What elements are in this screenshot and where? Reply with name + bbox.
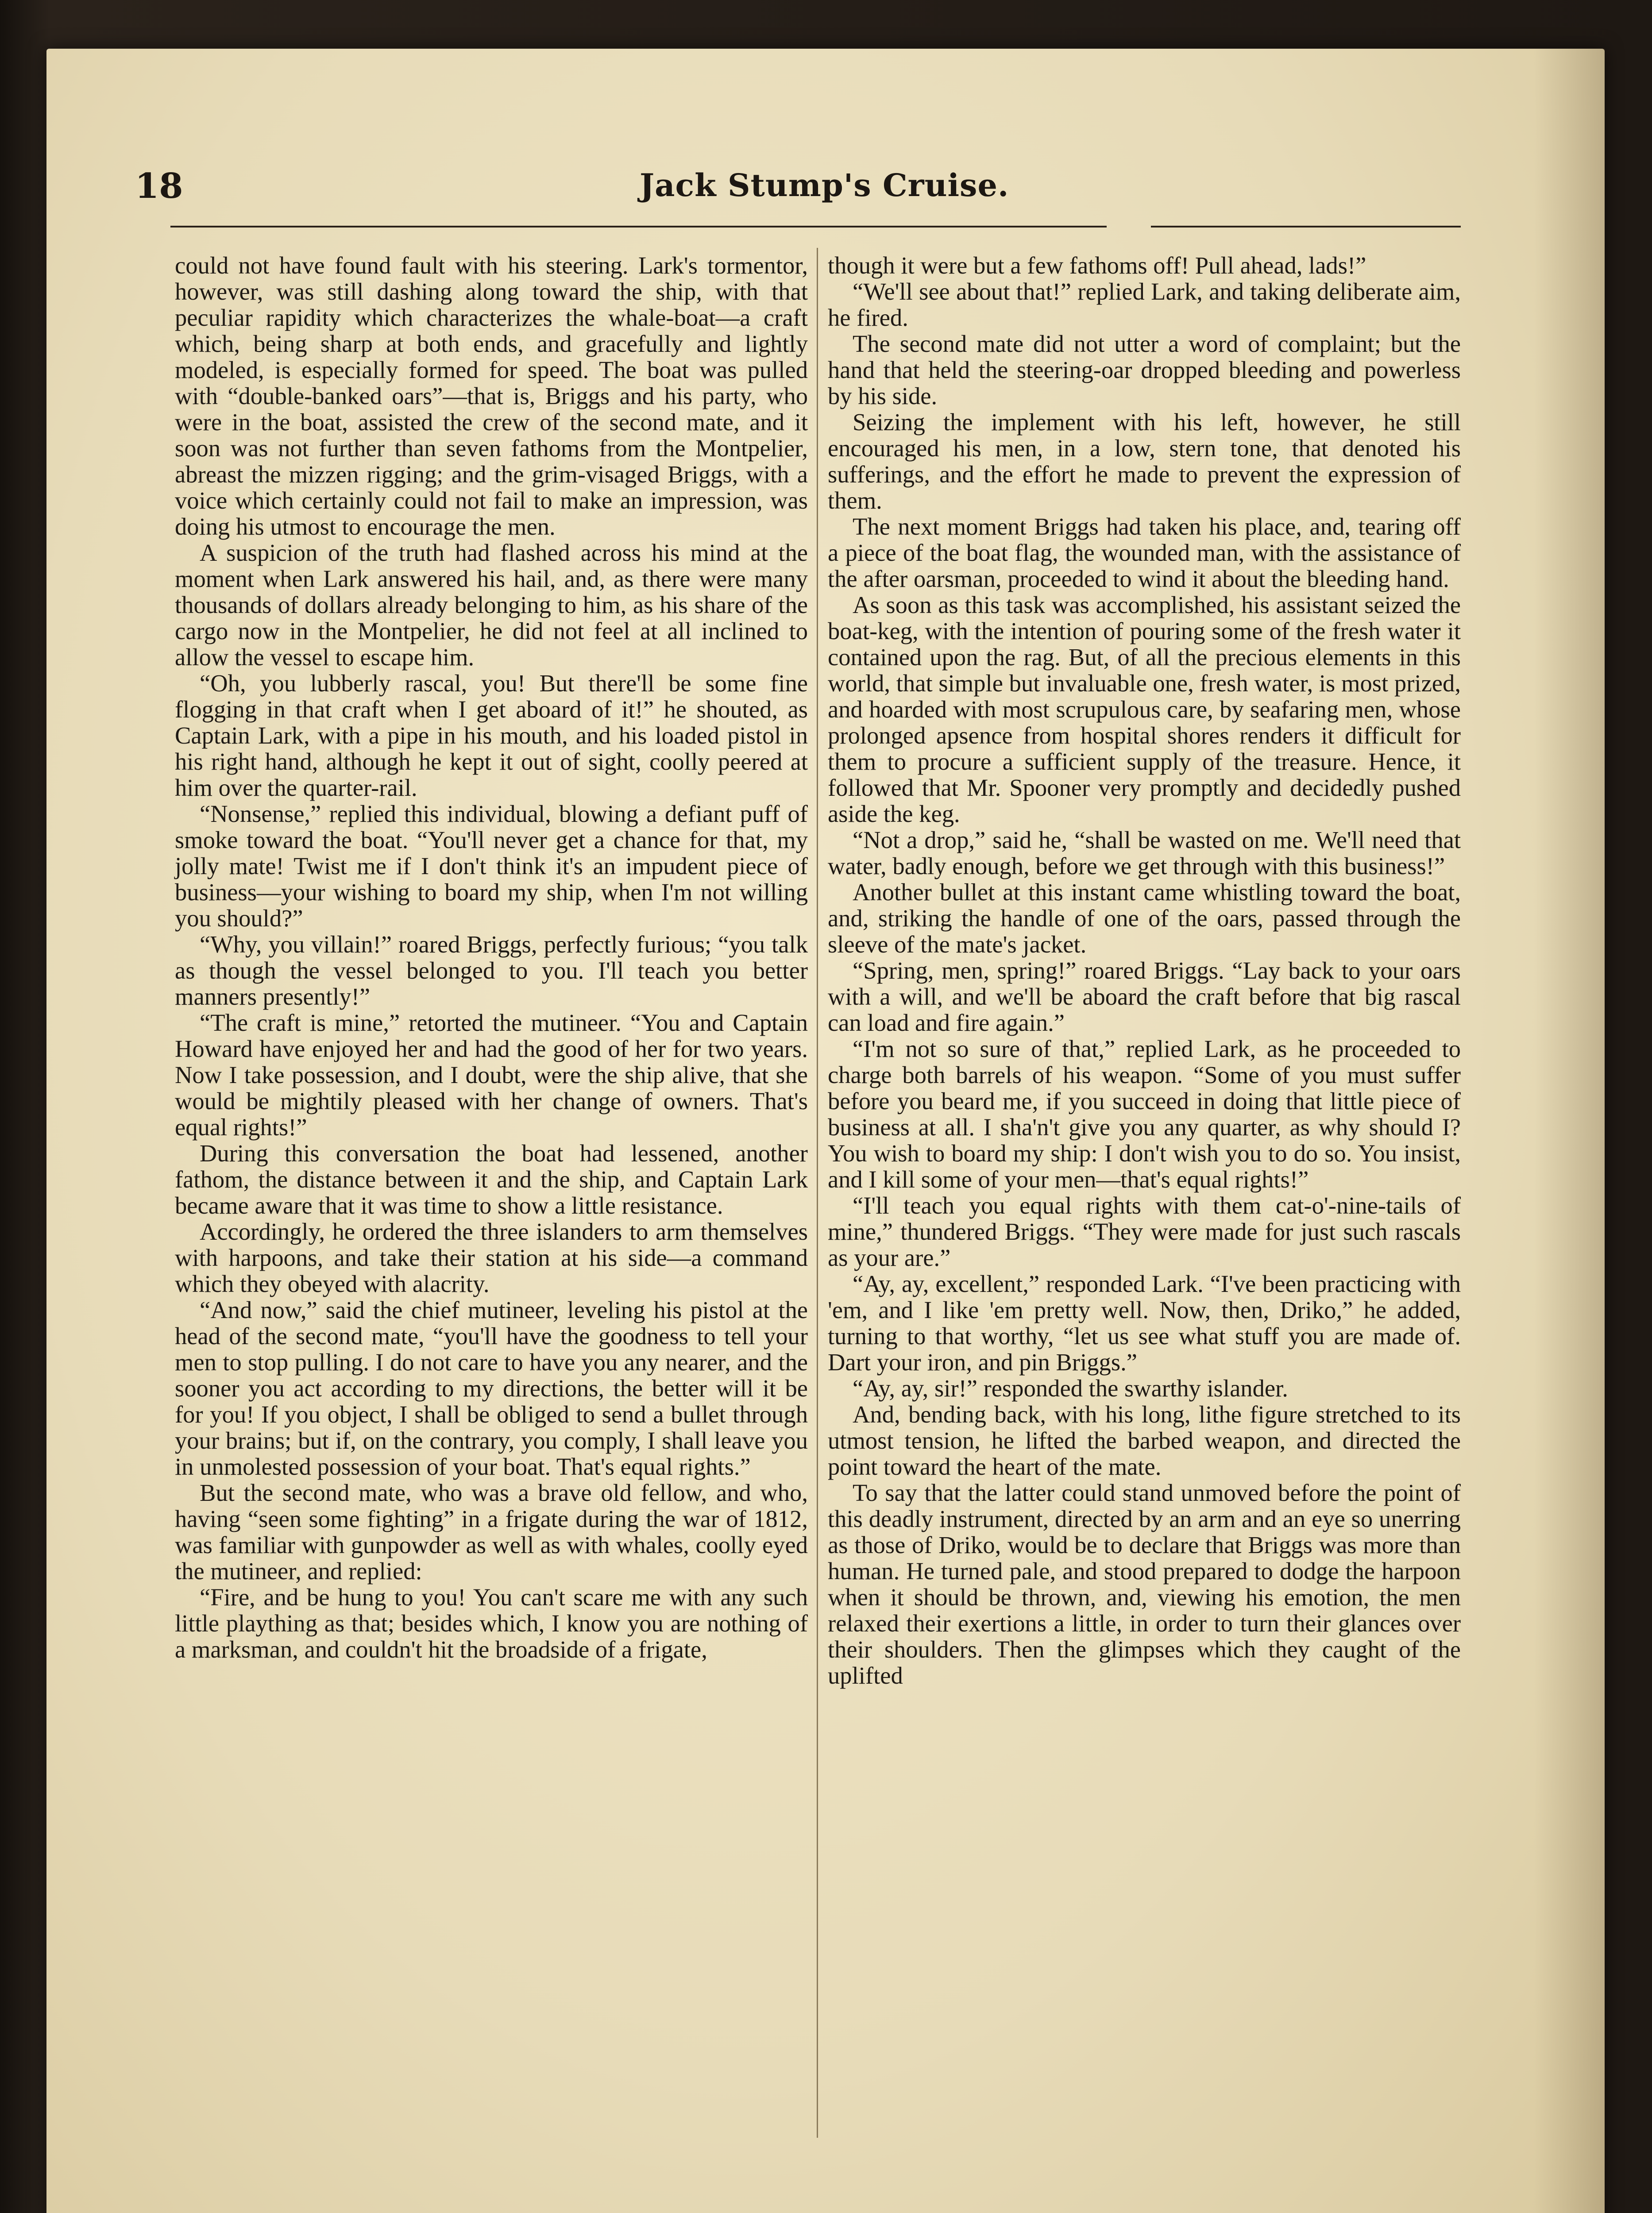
paragraph: But the second mate, who was a brave old fellow, and who, having “seen some fighting” in a frigate during the war of 1812, was familiar with gunpowder as well as with whales, coolly eyed the mutineer, and replied: (175, 1479, 808, 1585)
header-rule-left (170, 226, 1107, 227)
paragraph: could not have found fault with his steering. Lark's tormentor, however, was still dashing along toward the ship, with that peculiar rapidity which characterizes the whale-boat—a craft which, being sharp at both ends, and gracefully and lightly modeled, is especially formed for speed. The boat was pulled with “double-banked oars”—that is, Briggs and his party, who were in the boat, assisted the crew of the second mate, and it soon was not further than seven fathoms from the Montpelier, abreast the mizzen rigging; and the grim-visaged Briggs, with a voice which certainly could not fail to make an impression, was doing his utmost to encourage the men. (175, 252, 808, 540)
page-number: 18 (135, 166, 183, 206)
paragraph: “We'll see about that!” replied Lark, and taking deliberate aim, he fired. (828, 278, 1461, 331)
left-column (175, 252, 808, 1662)
paragraph: To say that the latter could stand unmoved before the point of this deadly instrument, directed by an arm and an eye so unerring as those of Driko, would be to declare that Briggs was more than human. He turned pale, and stood prepared to dodge the harpoon when it should be thrown, and, viewing his emotion, the men relaxed their exertions a little, in order to turn their glances over their shoulders. Then the glimpses which they caught of the uplifted (828, 1479, 1461, 1689)
column-divider (817, 248, 818, 2138)
paragraph: “Ay, ay, sir!” responded the swarthy islander. (853, 1375, 1288, 1402)
paragraph: A suspicion of the truth had flashed across his mind at the moment when Lark answered his hail, and, as there were many thousands of dollars already belonging to him, as his share of the cargo now in the Montpelier, he did not feel at all inclined to allow the vessel to escape him. (175, 539, 808, 671)
running-title: Jack Stump's Cruise. (640, 167, 1009, 204)
paragraph: Accordingly, he ordered the three islanders to arm themselves with harpoons, and take their station at his side—a command which they obeyed with alacrity. (175, 1218, 808, 1297)
page-header (135, 166, 1456, 215)
paragraph: Another bullet at this instant came whistling toward the boat, and, striking the handle of one of the oars, passed through the sleeve of the mate's jacket. (828, 879, 1461, 958)
right-column (828, 252, 1461, 1689)
paragraph: “Fire, and be hung to you! You can't scare me with any such little plaything as that; besides which, I know you are nothing of a marksman, and couldn't hit the broadside of a frigate, (175, 1584, 808, 1663)
paragraph: “Nonsense,” replied this individual, blowing a defiant puff of smoke toward the boat. “You'll never get a chance for that, my jolly mate! Twist me if I don't think it's an impudent piece of business—your wishing to board my ship, when I'm not willing you should?” (175, 800, 808, 932)
paragraph: And, bending back, with his long, lithe figure stretched to its utmost tension, he lifted the barbed weapon, and directed the point toward the heart of the mate. (828, 1401, 1461, 1480)
paragraph: “I'll teach you equal rights with them cat-o'-nine-tails of mine,” thundered Briggs. “They were made for just such rascals as your are.” (828, 1192, 1461, 1271)
paragraph: Seizing the implement with his left, however, he still encouraged his men, in a low, stern tone, that denoted his sufferings, and the effort he made to prevent the expression of them. (828, 409, 1461, 514)
paragraph: The second mate did not utter a word of complaint; but the hand that held the steering-oar dropped bleeding and powerless by his side. (828, 330, 1461, 409)
paragraph: “The craft is mine,” retorted the mutineer. “You and Captain Howard have enjoyed her and had the good of her for two years. Now I take possession, and I doubt, were the ship alive, that she would be mightily pleased with her change of owners. That's equal rights!” (175, 1009, 808, 1141)
paragraph: “I'm not so sure of that,” replied Lark, as he proceeded to charge both barrels of his weapon. “Some of you must suffer before you beard me, if you succeed in doing that little piece of business at all. I sha'n't give you any quarter, as why should I? You wish to board my ship: I don't wish you to do so. You insist, and I kill some of your men—that's equal rights!” (828, 1035, 1461, 1193)
header-rule-right (1151, 226, 1461, 227)
paragraph: “Ay, ay, excellent,” responded Lark. “I've been practicing with 'em, and I like 'em pretty well. Now, then, Driko,” he added, turning to that worthy, “let us see what stuff you are made of. Dart your iron, and pin Briggs.” (828, 1270, 1461, 1376)
paragraph: “Why, you villain!” roared Briggs, perfectly furious; “you talk as though the vessel belonged to you. I'll teach you better manners presently!” (175, 931, 808, 1010)
paragraph: though it were but a few fathoms off! Pull ahead, lads!” (828, 252, 1366, 279)
paragraph: “Spring, men, spring!” roared Briggs. “Lay back to your oars with a will, and we'll be aboard the craft before that big rascal can load and fire again.” (828, 957, 1461, 1036)
paragraph: As soon as this task was accomplished, his assistant seized the boat-keg, with the intention of pouring some of the fresh water it contained upon the rag. But, of all the precious elements in this world, that simple but invaluable one, fresh water, is most prized, and hoarded with most scrupulous care, by seafaring men, whose prolonged apsence from hospital shores renders it difficult for them to procure a sufficient supply of the treasure. Hence, it followed that Mr. Spooner very promptly and decidedly pushed aside the keg. (828, 591, 1461, 827)
paragraph: “Oh, you lubberly rascal, you! But there'll be some fine flogging in that craft when I get aboard of it!” he shouted, as Captain Lark, with a pipe in his mouth, and his loaded pistol in his right hand, although he kept it out of sight, coolly peered at him over the quarter-rail. (175, 670, 808, 801)
paragraph: During this conversation the boat had lessened, another fathom, the distance between it and the ship, and Captain Lark became aware that it was time to show a little resistance. (175, 1140, 808, 1219)
paragraph: The next moment Briggs had taken his place, and, tearing off a piece of the boat flag, the wounded man, with the assistance of the after oarsman, proceeded to wind it about the bleeding hand. (828, 513, 1461, 592)
paragraph: “And now,” said the chief mutineer, leveling his pistol at the head of the second mate, “you'll have the goodness to tell your men to stop pulling. I do not care to have you any nearer, and the sooner you act according to my directions, the better will it be for you! If you object, I shall be obliged to send a bullet through your brains; but if, on the contrary, you comply, I shall leave you in unmolested possession of your boat. That's equal rights.” (175, 1296, 808, 1480)
paragraph: “Not a drop,” said he, “shall be wasted on me. We'll need that water, badly enough, before we get through with this business!” (828, 826, 1461, 879)
